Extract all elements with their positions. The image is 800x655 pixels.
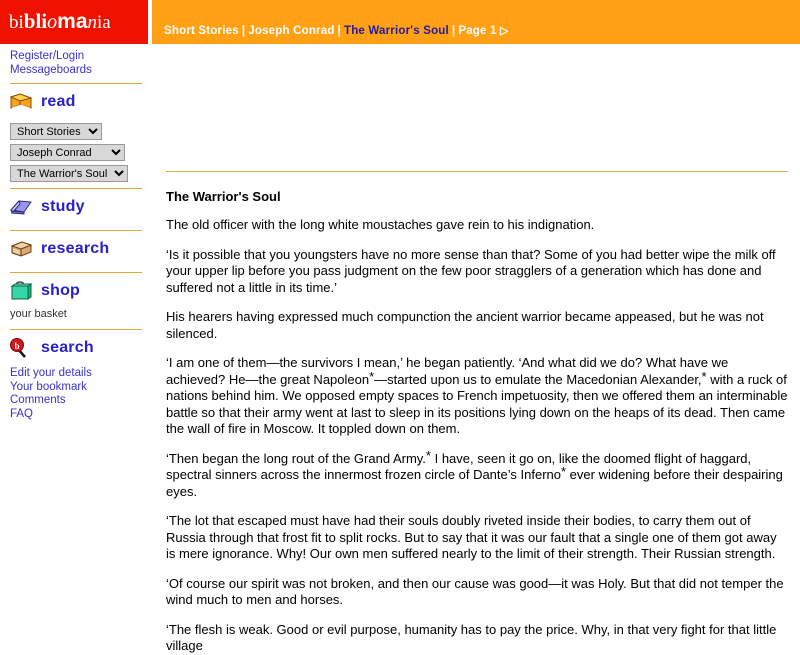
breadcrumb-item-current: The Warrior's Soul <box>343 25 449 37</box>
sidebar-item-shop[interactable] <box>0 273 150 308</box>
sidebar-item-your-bookmark[interactable]: Your bookmark <box>10 380 87 393</box>
sidebar-label-research: research <box>41 240 110 257</box>
sidebar-label-search: search <box>41 339 94 356</box>
purple-book-icon <box>8 196 34 218</box>
story-paragraph: ‘Then began the long rout of the Grand Army.* I have, seen it go on, like the doomed flight of haggard, spectral sinners across the innermost frozen circle of Dante’s Inferno* ever widening before their despairing eyes. <box>166 447 783 499</box>
footnote-marker[interactable]: * <box>369 368 375 384</box>
sidebar-item-comments[interactable]: Comments <box>10 394 66 406</box>
sidebar-item-register-login[interactable]: Register/Login <box>10 50 85 62</box>
svg-text:b: b <box>14 341 20 351</box>
main-content <box>166 44 788 655</box>
sidebar <box>0 44 150 421</box>
story-paragraph: ‘Is it possible that you youngsters have no more sense than that? Some of you had better wipe the milk off your upper lip before you pass judgment on the few poor stragglers of a generation which has done and suffered not a little in its time.’ <box>166 246 776 295</box>
sidebar-item-edit-your-details[interactable]: Edit your details <box>10 367 92 379</box>
sidebar-footer-links <box>0 365 150 421</box>
site-logo-block[interactable] <box>0 0 148 44</box>
basket-link[interactable]: your basket <box>10 308 67 320</box>
footnote-marker[interactable]: * <box>701 368 707 384</box>
logo-part-4: ma <box>57 10 88 33</box>
tan-book-icon <box>8 238 34 260</box>
story-paragraph: ‘Of course our spirit was not broken, and then our cause was good—it was Holy. But that did not temper the wind much to men and horses. <box>166 575 784 607</box>
sidebar-item-study[interactable] <box>0 189 150 224</box>
green-shopping-bag-icon <box>8 280 34 302</box>
story-paragraph: ‘The lot that escaped must have had their souls doubly riveted inside their bodies, to carry them out of Russia through that frost fit to split rocks. But to say that it was our fault that a single one of them got away is mere ignorance. Why! Our own men suffered nearly to the limit of their strength. Their Russian strength. <box>166 513 777 561</box>
sidebar-item-search[interactable] <box>0 330 150 365</box>
story-paragraph: ‘I am one of them—the survivors I mean,’ he began patiently. ‘And what did we do? What have we achieved? He—the great Napoleon*—started upon us to emulate the Macedonian Alexander,* with a ruck of nations behind him. We opposed empty spaces to French impetuosity, then we offered them an interminable battle so that their army went at last to sleep in its positions lying down on the heaps of its dead. Then came the wall of fire in Moscow. It toppled down on them. <box>166 355 788 436</box>
breadcrumb <box>164 24 509 37</box>
sidebar-item-faq[interactable]: FAQ <box>10 407 34 420</box>
sidebar-item-read[interactable] <box>0 84 150 119</box>
title-dropdown[interactable] <box>10 165 128 182</box>
site-logo-text <box>9 11 111 32</box>
next-page-arrow-icon[interactable]: ▷ <box>500 25 509 37</box>
sidebar-label-study: study <box>41 198 85 215</box>
logo-part-6: ia <box>97 12 111 33</box>
top-band <box>0 0 800 44</box>
logo-part-2: bli <box>23 9 48 33</box>
account-links <box>0 44 150 77</box>
orange-book-icon <box>8 91 34 113</box>
footnote-marker[interactable]: * <box>561 464 567 479</box>
logo-part-3: o <box>47 11 58 33</box>
breadcrumb-bar <box>152 0 800 44</box>
breadcrumb-item-joseph-conrad[interactable]: Joseph Conrad <box>248 25 335 37</box>
story-paragraph: The old officer with the long white moustaches gave rein to his indignation. <box>166 217 595 232</box>
page-title: The Warrior's Soul <box>166 189 281 204</box>
breadcrumb-separator: | <box>241 25 246 37</box>
breadcrumb-item-short-stories[interactable]: Short Stories <box>164 25 239 37</box>
reading-selectors <box>0 119 150 182</box>
sidebar-item-research[interactable] <box>0 231 150 266</box>
story-paragraph: ‘The flesh is weak. Good or evil purpose, humanity has to pay the price. Why, in that very fight for that little village <box>166 621 777 653</box>
breadcrumb-separator: | <box>451 25 456 37</box>
breadcrumb-item-page: Page 1 <box>458 25 497 37</box>
sidebar-label-read: read <box>41 93 76 110</box>
sidebar-label-shop: shop <box>41 282 81 299</box>
author-dropdown[interactable] <box>10 144 125 161</box>
logo-part-1: bi <box>9 12 24 33</box>
sidebar-item-messageboards[interactable]: Messageboards <box>10 63 92 76</box>
breadcrumb-separator: | <box>337 25 341 37</box>
logo-part-5: n <box>87 12 97 33</box>
section-dropdown[interactable] <box>10 123 102 140</box>
footnote-marker[interactable]: * <box>425 447 431 463</box>
content-divider <box>166 171 788 172</box>
story-paragraph: His hearers having expressed much compunction the ancient warrior became appeased, but he was not silenced. <box>166 309 764 341</box>
red-magnifier-icon <box>8 337 34 359</box>
